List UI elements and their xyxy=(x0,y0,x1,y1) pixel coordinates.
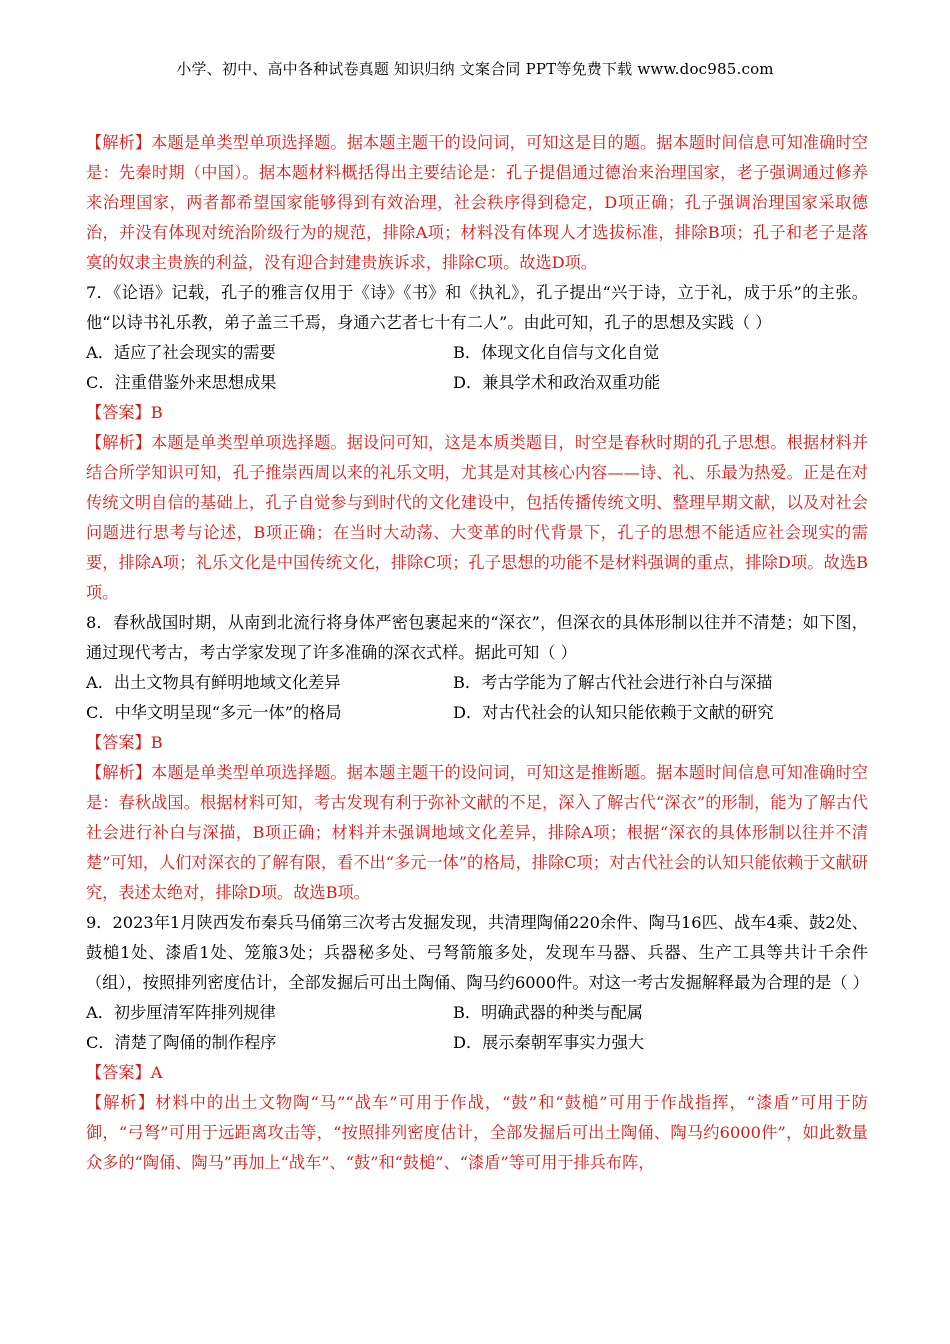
answer: 【答案】B xyxy=(86,403,163,422)
option-a: A．适应了社会现实的需要 xyxy=(86,343,276,362)
analysis: 【解析】本题是单类型单项选择题。据本题主题干的设问词，可知这是推断题。据本题时间信息可知准确时空是：春秋战国。根据材料可知，考古发现有利于弥补文献的不足，深入了解古代“深衣”的形制，能为了解古代社会进行补白与深描，B项正确；材料并未强调地域文化差异，排除A项；根据“深衣的具体形制以往并不清楚”可知，人们对深衣的了解有限，看不出“多元一体”的格局，排除C项；对古代社会的认知只能依赖于文献研究，表述太绝对，排除D项。故选B项。 xyxy=(86,763,868,902)
question-stem: 8．春秋战国时期，从南到北流行将身体严密包裹起来的“深衣”，但深衣的具体形制以往并不清楚；如下图，通过现代考古，考古学家发现了许多准确的深衣式样。据此可知（ ） xyxy=(86,613,868,662)
analysis: 【解析】材料中的出土文物陶“马”“战车”可用于作战，“鼓”和“鼓槌”可用于作战指挥，“漆盾”可用于防御，“弓弩”可用于远距离攻击等，“按照排列密度估计，全部发掘后可出土陶俑、陶马约6000件”，如此数量众多的“陶俑、陶马”再加上“战车”、“鼓”和“鼓槌”、“漆盾”等可用于排兵布阵， xyxy=(86,1093,868,1172)
option-b: B．体现文化自信与文化自觉 xyxy=(453,343,660,362)
question-9 xyxy=(86,908,868,1178)
option-a: A．初步厘清军阵排列规律 xyxy=(86,1003,276,1022)
analysis: 【解析】本题是单类型单项选择题。据设问可知，这是本质类题目，时空是春秋时期的孔子思想。根据材料并结合所学知识可知，孔子推崇西周以来的礼乐文明，尤其是对其核心内容——诗、礼、乐最为热爱。正是在对传统文明自信的基础上，孔子自觉参与到时代的文化建设中，包括传播传统文明、整理早期文献，以及对社会问题进行思考与论述，B项正确；在当时大动荡、大变革的时代背景下，孔子的思想不能适应社会现实的需要，排除A项；礼乐文化是中国传统文化，排除C项；孔子思想的功能不是材料强调的重点，排除D项。故选B项。 xyxy=(86,433,868,602)
option-list xyxy=(86,998,868,1058)
option-b: B．考古学能为了解古代社会进行补白与深描 xyxy=(453,673,773,692)
question-stem: 9．2023年1月陕西发布秦兵马俑第三次考古发掘发现，共清理陶俑220余件、陶马16匹、战车4乘、鼓2处、鼓槌1处、漆盾1处、笼箙3处；兵器秘多处、弓弩箭箙多处，发现车马器、兵器、生产工具等共计千余件（组），按照排列密度估计，全部发掘后可出土陶俑、陶马约6000件。对这一考古发掘解释最为合理的是（ ） xyxy=(86,913,869,992)
option-a: A．出土文物具有鲜明地域文化差异 xyxy=(86,673,341,692)
analysis-previous: 【解析】本题是单类型单项选择题。据本题主题干的设问词，可知这是目的题。据本题时间信息可知准确时空是：先秦时期（中国）。据本题材料概括得出主要结论是：孔子提倡通过德治来治理国家，老子强调通过修养来治理国家，两者都希望国家能够得到有效治理，社会秩序得到稳定，D项正确；孔子强调治理国家采取德治，并没有体现对统治阶级行为的规范，排除A项；材料没有体现人才选拔标准，排除B项；孔子和老子是落寞的奴隶主贵族的利益，没有迎合封建贵族诉求，排除C项。故选D项。 xyxy=(86,133,868,272)
option-d: D．展示秦朝军事实力强大 xyxy=(453,1033,645,1052)
page-header: 小学、初中、高中各种试卷真题 知识归纳 文案合同 PPT等免费下载 www.doc985.com xyxy=(176,60,774,78)
answer: 【答案】A xyxy=(86,1063,163,1082)
option-c: C．清楚了陶俑的制作程序 xyxy=(86,1033,277,1052)
answer: 【答案】B xyxy=(86,733,163,752)
question-stem: 7．《论语》记载，孔子的雅言仅用于《诗》《书》和《执礼》，孔子提出“兴于诗，立于礼，成于乐”的主张。他“以诗书礼乐教，弟子盖三千焉，身通六艺者七十有二人”。由此可知，孔子的思想及实践（ ） xyxy=(86,283,868,332)
option-d: D．兼具学术和政治双重功能 xyxy=(453,373,661,392)
option-c: C．中华文明呈现“多元一体”的格局 xyxy=(86,703,342,722)
option-d: D．对古代社会的认知只能依赖于文献的研究 xyxy=(453,703,774,722)
option-c: C．注重借鉴外来思想成果 xyxy=(86,373,277,392)
document-content xyxy=(86,128,868,1178)
question-7 xyxy=(86,278,868,608)
option-b: B．明确武器的种类与配属 xyxy=(453,1003,643,1022)
option-list xyxy=(86,338,868,398)
question-8 xyxy=(86,608,868,908)
option-list xyxy=(86,668,868,728)
